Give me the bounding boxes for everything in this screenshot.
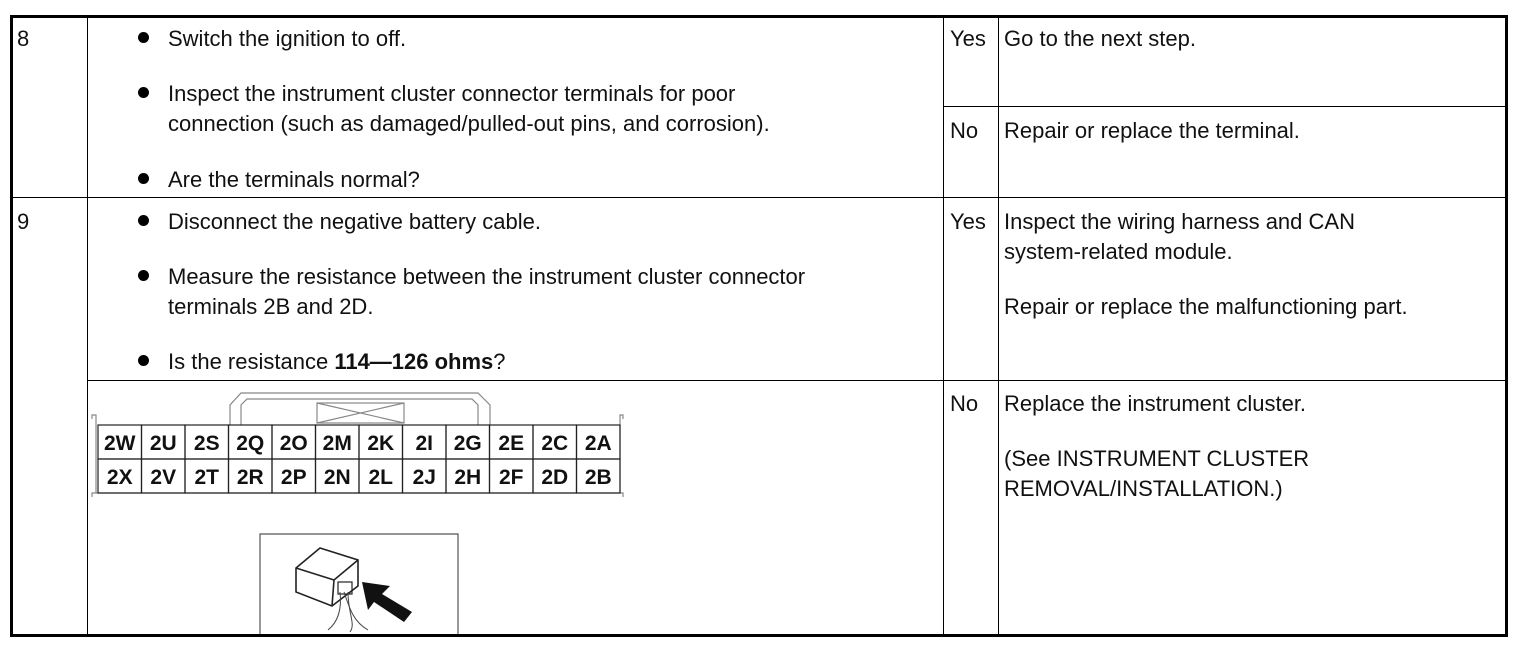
answer-yes: Yes [950,209,986,234]
connector-pin-label: 2E [498,432,525,455]
action-text: Are the terminals normal? [168,167,420,192]
connector-pin-label: 2D [541,466,569,489]
action-text: terminals 2B and 2D. [168,294,374,319]
resistance-spec: 114—126 ohms [334,349,494,374]
result-text: REMOVAL/INSTALLATION.) [1004,476,1283,501]
connector-pin-label: 2B [584,466,612,489]
bullet [138,32,149,43]
row-divider [87,380,1508,381]
connector-pin-label: 2S [193,432,220,455]
connector-pin-label: 2V [150,466,177,489]
result-text: Repair or replace the malfunctioning part. [1004,294,1408,319]
answer-no: No [950,118,979,143]
action-text: connection (such as damaged/pulled-out pins, and corrosion). [168,111,770,136]
result-text: Repair or replace the terminal. [1004,118,1300,143]
connector-pin-label: 2J [412,466,436,489]
connector-pin-label: 2X [106,466,133,489]
action-question [168,347,506,377]
action-text: Switch the ignition to off. [168,26,407,51]
bullet [138,270,149,281]
connector-pin-label: 2I [415,432,434,455]
action-text: Inspect the instrument cluster connector terminals for poor [168,81,736,106]
connector-pin-label: 2T [194,466,220,489]
question-text: Is the resistance [168,349,335,374]
result-text: Replace the instrument cluster. [1004,391,1307,416]
connector-diagram [88,385,633,505]
column-divider [998,15,999,637]
result-text: Inspect the wiring harness and CAN [1004,209,1355,234]
answer-yes: Yes [950,26,986,51]
result-text: Go to the next step. [1004,26,1197,51]
connector-pin-label: 2F [498,466,524,489]
row-divider [10,197,1508,198]
result-text: system-related module. [1004,239,1233,264]
connector-pin-label: 2O [279,432,308,455]
bullet [138,215,149,226]
column-divider [943,15,944,637]
connector-pin-label: 2U [149,432,177,455]
answer-no: No [950,391,979,416]
connector-pin-label: 2A [584,432,612,455]
result-text: (See INSTRUMENT CLUSTER [1004,446,1310,471]
connector-pin-label: 2K [367,432,395,455]
connector-pin-label: 2R [236,466,264,489]
column-divider [87,15,88,637]
bullet [138,173,149,184]
connector-pin-label: 2L [368,466,394,489]
action-text: Disconnect the negative battery cable. [168,209,542,234]
connector-pin-label: 2Q [236,432,265,455]
question-mark: ? [493,349,506,374]
row-divider [943,106,1508,107]
connector-pin-label: 2C [541,432,569,455]
arrow-icon [362,582,412,622]
connector-pin-label: 2W [104,432,136,455]
connector-pin-label: 2N [323,466,351,489]
step-number: 9 [17,209,30,234]
action-text: Measure the resistance between the instrument cluster connector [168,264,806,289]
bullet [138,87,149,98]
connector-pin-label: 2M [322,432,352,455]
connector-pin-label: 2G [453,432,482,455]
connector-pin-label: 2H [454,466,482,489]
bullet [138,355,149,366]
step-number: 8 [17,26,30,51]
connector-pin-label: 2P [280,466,307,489]
connector-view-illustration [258,530,460,636]
